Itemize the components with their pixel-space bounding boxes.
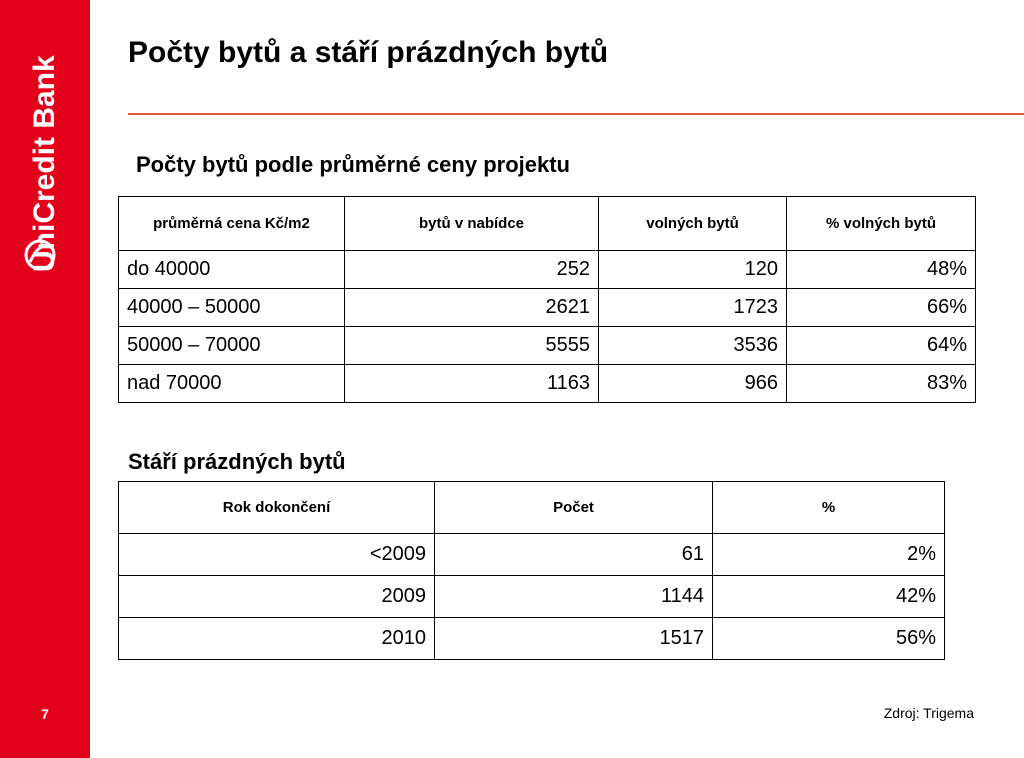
page-title: Počty bytů a stáří prázdných bytů (128, 36, 609, 69)
table-cell: 2010 (119, 618, 435, 660)
svg-text:UniCredit Bank: UniCredit Bank (28, 55, 61, 272)
table-row (119, 576, 945, 618)
title-divider (128, 113, 1024, 115)
page-number: 7 (41, 706, 49, 722)
section1-heading: Počty bytů podle průměrné ceny projektu (136, 152, 570, 177)
column-header: % volných bytů (787, 197, 976, 251)
table-cell: 2009 (119, 576, 435, 618)
column-header: průměrná cena Kč/m2 (119, 197, 345, 251)
table-cell: 966 (599, 365, 787, 403)
table-cell: 48% (787, 251, 976, 289)
table-row (119, 365, 976, 403)
table-cell: 42% (713, 576, 945, 618)
table-row (119, 618, 945, 660)
table-header-row (119, 197, 976, 251)
table-cell: 5555 (345, 327, 599, 365)
table-header-row (119, 482, 945, 534)
table-row (119, 251, 976, 289)
table-cell: 50000 – 70000 (119, 327, 345, 365)
table-cell: 1144 (435, 576, 713, 618)
table-cell: 66% (787, 289, 976, 327)
table-cell: 2621 (345, 289, 599, 327)
price-table (118, 196, 976, 403)
table-row (119, 534, 945, 576)
column-header: bytů v nabídce (345, 197, 599, 251)
column-header: % (713, 482, 945, 534)
table-cell: 1517 (435, 618, 713, 660)
table-row (119, 289, 976, 327)
table-cell: 40000 – 50000 (119, 289, 345, 327)
unicredit-logo (0, 0, 90, 300)
age-table (118, 481, 945, 660)
table-cell: 1723 (599, 289, 787, 327)
table-cell: <2009 (119, 534, 435, 576)
table-cell: 1163 (345, 365, 599, 403)
table-cell: do 40000 (119, 251, 345, 289)
source-note: Zdroj: Trigema (883, 705, 974, 721)
table-cell: 61 (435, 534, 713, 576)
table-cell: nad 70000 (119, 365, 345, 403)
table-cell: 56% (713, 618, 945, 660)
sidebar-band (0, 0, 90, 758)
table-cell: 64% (787, 327, 976, 365)
table-cell: 3536 (599, 327, 787, 365)
column-header: Počet (435, 482, 713, 534)
table-cell: 252 (345, 251, 599, 289)
section2-heading: Stáří prázdných bytů (128, 449, 346, 474)
table-cell: 2% (713, 534, 945, 576)
column-header: Rok dokončení (119, 482, 435, 534)
table-row (119, 327, 976, 365)
table-cell: 120 (599, 251, 787, 289)
table-cell: 83% (787, 365, 976, 403)
column-header: volných bytů (599, 197, 787, 251)
